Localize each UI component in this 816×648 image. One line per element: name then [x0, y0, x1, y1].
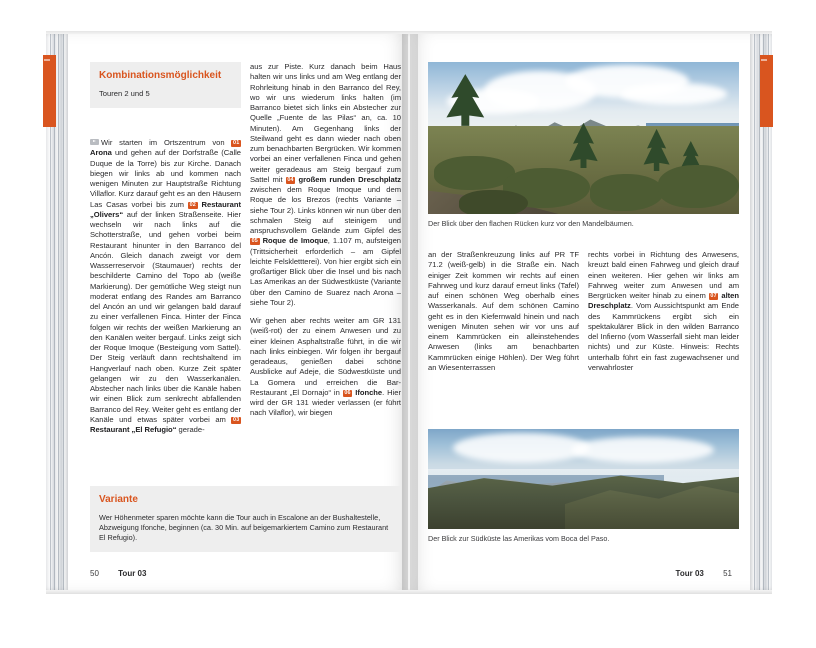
waypoint-chip-05: 05 — [251, 238, 258, 245]
right-col1-paragraph: an der Straßenkreuzung links auf PR TF 71.2 (weiß-gelb) in die Straße ein. Nach einiger Zeit kommen wir rechts auf einen Fahrweg und kurz darauf erneut links (Tafel) auf einen schönen Weg oberhalb eines Wasserkanals. Auf dem schönen Camino geht es in den Kiefernwald hinein und nach wenigen Minuten sehen wir vor uns auf einem Kammrücken ein alleinstehendes Anwesen (links am benachbarten Kammrücken einige Höhlen). Der Weg führt an Wiesenterrassen — [428, 250, 579, 372]
photo-top-block — [428, 62, 739, 228]
photo-top-caption: Der Blick über den flachen Rücken kurz vor den Mandelbäumen. — [428, 218, 634, 228]
index-tab-right[interactable] — [760, 55, 773, 127]
waypoint-02-label: Restaurant „Olivers“ — [90, 199, 242, 219]
waypoint-01-label: Arona — [90, 148, 112, 158]
photo-bottom-caption: Der Blick zur Südküste las Amerikas vom Boca del Paso. — [428, 533, 610, 543]
kombinationsmoeglichkeit-box — [90, 62, 241, 108]
scrub-bush — [459, 190, 527, 214]
left-col1-paragraph: Wir starten im Ortszentrum von 01 Arona und gehen auf der Dorfstraße (Calle Duque de la Torre) bis zur Kirche. Danach biegen wir links ab und kommen nach wenigen Minuten zur Hauptstraße Richtung Villaflor. Kurz darauf geht es an den Häusern Las Casas vorbei bis zum 02 Restaurant „Olivers“ auf der linken Straßenseite. Hier wechseln wir nach links auf die Schotterstraße, und gehen vorbei beim Restaurant hinunter in den Barranco del Ancón. Gleich danach zweigt vor dem Wasserreservoir (Staumauer) rechts der beschilderte Camino del Topo ab (weiße Markierung). Der gemütliche Weg steigt nun moderat entlang des Randes am Barranco del Ancón an und wir gelangen bald darauf zu einer verfallenen Finca. Hinter der Finca folgen wir rechts der weißen Markierung an den Kanälen weiter bergauf. Links zeigt sich der Roque Imoque (Besteigung vom Sattel). Der Steig verläuft dann rechtshaltend im Hangverlauf nach oben. Kurze Zeit später gelangen wir zu den Wasserkanälen. Abstecher nach links über die Kanäle haben wir einen Blick zum senkrecht abfallenden Barranco del Rey. Weiter geht es entlang der Kanäle und etwas später vorbei am 03 Restaurant „El Refugio“ gerade- — [90, 138, 242, 434]
variante-text: Wer Höhenmeter sparen möchte kann die Tour auch in Escalone an der Bushaltestelle, Abzweigung Ifonche, beginnen (ca. 30 Min. auf beigemarkiertem Camino zum Restaurant El Refugio). — [99, 513, 389, 542]
tab-notch — [44, 59, 50, 61]
index-tab-left[interactable] — [43, 55, 56, 127]
cloud-shape — [571, 437, 714, 463]
start-arrow-icon — [90, 139, 99, 146]
right-col2-paragraph: rechts vorbei in Richtung des Anwesens, kreuzt bald einen Fahrweg und gleich drauf einen weiteren. Hier gehen wir links am Fahrweg weiter zum Anwesen und am Bergrücken weiter hinab zu einem 07 alten Dreschplatz. Vom Aussichtspunkt am Ende des Kammrückens ergibt sich ein spektakulärer Blick in den wilden Barranco del Infierno (vom Wasserfall sieht man leider nichts) und zur Küste. Hinweis: Rechts unterhalb führt ein fast zugewachsener und verwahrloster — [588, 250, 739, 372]
left-col2-paragraph-1: aus zur Piste. Kurz danach beim Haus halten wir uns links und am Weg entlang der Rohrleitung hinab in den Barranco del Rey, wo wir uns wiederum links halten (im Barranco bietet sich links ein Abstecher zur Quelle „Fuente de las Pilas“ an, ca. 10 Minuten). Am Gegenhang links der Steilwand geht es dann wieder nach oben zum benachbarten Bergrücken. Wir kommen vorbei an einer verfallenen Finca und gehen weiter geradeaus am Steig bergauf zum Sattel mit 04 großem runden Dreschplatz zwischen dem Roque Imoque und dem Roque de los Brezos (rechts Variante – siehe Tour 2). Links können wir nun über den schmalen Steig auf steinigem und anspruchsvollem Gelände zum Gipfel des 05 Roque de Imoque, 1.107 m, aufsteigen (Trittsicherheit erforderlich – am Gipfel leichte Felsklettterei). Von hier ergibt sich ein großartiger Blick über die Insel und bis nach Las Amerikas an der Südwestküste (Variante über den Camino de Suarez nach Arona – siehe Tour 2). — [250, 62, 402, 307]
waypoint-chip-03: 03 — [233, 416, 240, 423]
right-page-footer — [676, 569, 732, 578]
right-col-2-text — [588, 250, 739, 373]
right-page — [410, 34, 750, 590]
variante-box — [90, 486, 401, 552]
left-col-1-text — [90, 138, 241, 435]
left-page — [68, 34, 408, 590]
ridge-view-photo — [428, 62, 739, 214]
variante-title: Variante — [99, 494, 138, 505]
waypoint-04-label: großem runden Dreschplatz — [298, 174, 402, 184]
cloud-shape — [453, 433, 590, 463]
left-col-2-text — [250, 62, 401, 419]
waypoint-chip-07: 07 — [710, 293, 717, 299]
waypoint-07-label: alten Dreschplatz — [588, 291, 739, 311]
kombination-title: Kombinationsmöglichkeit — [99, 70, 222, 81]
waypoint-chip-04: 04 — [287, 176, 294, 183]
tab-notch — [761, 59, 767, 61]
photo-bottom-block — [428, 429, 739, 543]
open-book — [46, 34, 772, 590]
left-tour-label: Tour 03 — [118, 569, 147, 578]
kombination-subtitle: Touren 2 und 5 — [99, 89, 150, 98]
left-page-number: 50 — [90, 569, 99, 578]
waypoint-chip-06: 06 — [344, 389, 351, 396]
south-coast-photo — [428, 429, 739, 529]
waypoint-03-label: Restaurant „El Refugio“ — [90, 425, 177, 434]
waypoint-chip-01: 01 — [233, 140, 240, 146]
cloud-shape — [621, 83, 727, 104]
waypoint-06-label: Ifonche — [355, 387, 383, 397]
waypoint-chip-02: 02 — [189, 201, 196, 208]
right-col-1-text — [428, 250, 579, 373]
left-col2-paragraph-2: Wir gehen aber rechts weiter am GR 131 (weiß-rot) der zu einem Anwesen und zu einer kleinen Asphaltstraße führt, in die wir nach links einbiegen. Wir folgen ihr bergauf geradeaus, genießen dabei schöne Ausblicke auf Adeje, die Südwestküste und La Gomera und erreichen die Bar-Restaurant „El Dornajo“ in 06 Ifonche. Hier wird der GR 131 wieder verlassen (er führt nach Vilaflor), wir biegen — [250, 316, 402, 418]
left-page-footer — [90, 569, 146, 578]
waypoint-05-label: Roque de Imoque — [262, 236, 328, 246]
right-tour-label: Tour 03 — [675, 569, 704, 578]
right-page-number: 51 — [723, 569, 732, 578]
